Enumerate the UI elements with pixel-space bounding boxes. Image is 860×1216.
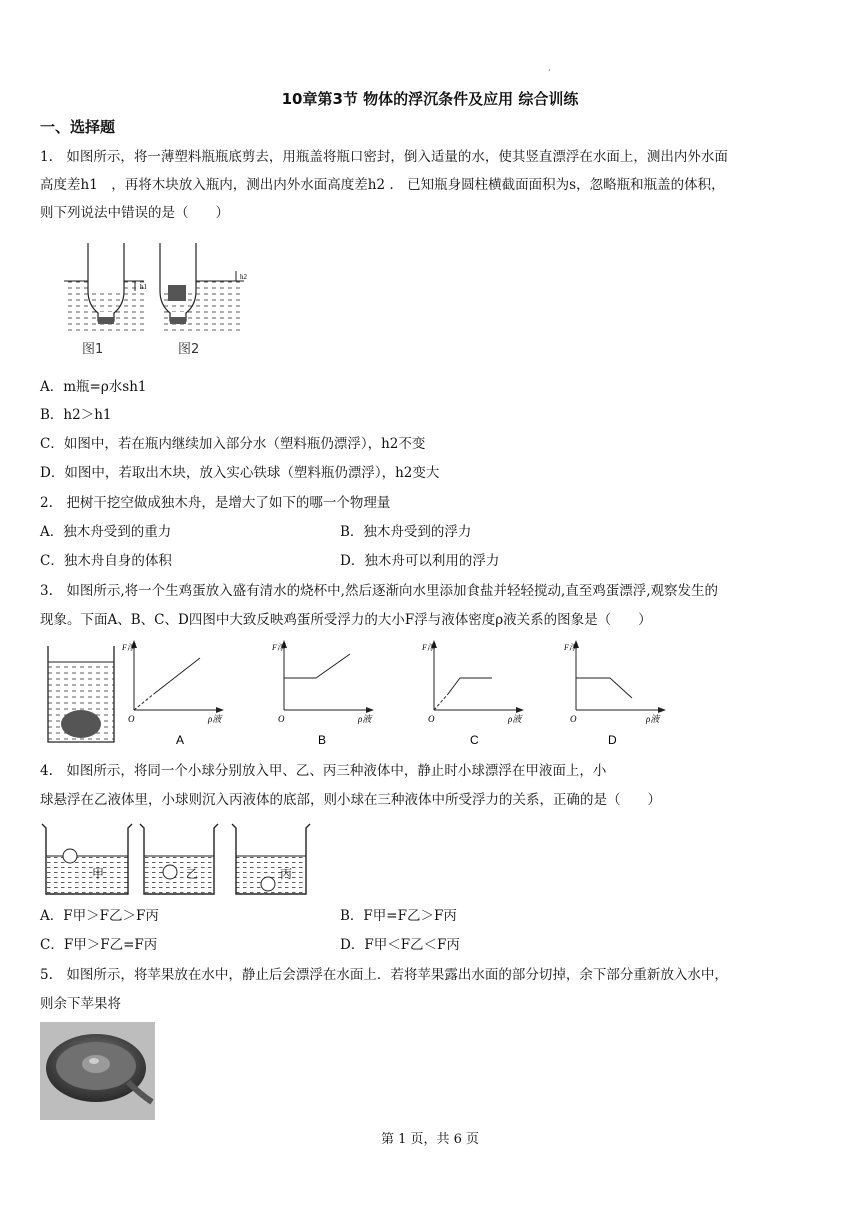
svg-text:O: O [570, 714, 577, 724]
beaker-label-jia: 甲 [92, 867, 105, 881]
q4-stem-line1: 4. 如图所示，将同一个小球分别放入甲、乙、丙三种液体中，静止时小球漂浮在甲液面上，小 [40, 763, 607, 779]
svg-text:F浮: F浮 [272, 643, 285, 652]
q4-stem-line2: 球悬浮在乙液体里，小球则沉入丙液体的底部，则小球在三种液体中所受浮力的关系，正确的是（ ） [40, 792, 661, 808]
svg-text:F浮: F浮 [422, 643, 435, 652]
q1-figure [60, 243, 260, 363]
svg-text:O: O [278, 714, 285, 724]
svg-text:O: O [128, 714, 135, 724]
q4-option-d: D．F甲＜F乙＜F丙 [340, 937, 460, 953]
q5-apple-photo [40, 1022, 155, 1120]
q2-stem: 2. 把树干挖空做成独木舟，是增大了如下的哪一个物理量 [40, 495, 391, 511]
q2-option-c: C．独木舟自身的体积 [40, 553, 172, 569]
graph-b [271, 640, 374, 747]
svg-text:F浮: F浮 [122, 643, 135, 652]
q4-figure [40, 820, 330, 900]
q4-option-a: A．F甲＞F乙＞F丙 [40, 908, 159, 924]
graph-b-label: B [318, 733, 327, 747]
h1-label: h1 [140, 283, 147, 291]
q3-stem-line2: 现象。下面A、B、C、D四图中大致反映鸡蛋所受浮力的大小F浮与液体密度ρ液关系的图象是（ ） [40, 612, 652, 628]
q3-stem-line1: 3. 如图所示,将一个生鸡蛋放入盛有清水的烧杯中,然后逐渐向水里添加食盐并轻轻搅动,直至鸡蛋漂浮,观察发生的 [40, 583, 719, 599]
q4-option-b: B．F甲=F乙＞F丙 [340, 908, 457, 924]
graph-a [121, 640, 224, 747]
page-title: 10章第3节 物体的浮沉条件及应用 综合训练 [281, 90, 579, 108]
h2-label: h2 [240, 273, 247, 281]
page-footer: 第 1 页，共 6 页 [380, 1132, 480, 1147]
svg-text:ρ液: ρ液 [358, 714, 372, 724]
svg-text:ρ液: ρ液 [508, 714, 522, 724]
q1-option-c: C．如图中，若在瓶内继续加入部分水（塑料瓶仍漂浮），h2不变 [40, 436, 426, 452]
q1-option-a: A．m瓶=ρ水sh1 [40, 379, 147, 395]
top-dot: · [548, 66, 551, 75]
svg-text:F浮: F浮 [564, 643, 577, 652]
q3-figure [40, 640, 680, 750]
q2-option-a: A．独木舟受到的重力 [40, 524, 172, 540]
q2-option-b: B．独木舟受到的浮力 [340, 524, 472, 540]
q4-option-c: C．F甲＞F乙=F丙 [40, 937, 158, 953]
graph-d [563, 640, 666, 747]
q1-option-b: B．h2＞h1 [40, 407, 112, 423]
beaker-label-yi: 乙 [186, 867, 199, 881]
q1-stem-line3: 则下列说法中错误的是（ ） [40, 205, 229, 221]
q2-option-d: D．独木舟可以利用的浮力 [340, 553, 500, 569]
graph-d-label: D [608, 733, 617, 747]
section-heading: 一、选择题 [40, 118, 116, 136]
q1-stem-line2: 高度差h1 ，再将木块放入瓶内，测出内外水面高度差h2 . 已知瓶身圆柱横截面面积为s，忽略瓶和瓶盖的体积， [40, 177, 725, 193]
beaker-label-bing: 丙 [280, 867, 293, 881]
fig2-label: 图2 [178, 342, 200, 357]
svg-text:O: O [428, 714, 435, 724]
fig1-label: 图1 [82, 342, 104, 357]
graph-c-label: C [470, 733, 479, 747]
q5-stem-line1: 5. 如图所示，将苹果放在水中，静止后会漂浮在水面上．若将苹果露出水面的部分切掉，余下部分重新放入水中， [40, 967, 728, 983]
svg-text:ρ液: ρ液 [646, 714, 660, 724]
q1-option-d: D．如图中，若取出木块，放入实心铁球（塑料瓶仍漂浮），h2变大 [40, 465, 440, 481]
svg-text:ρ液: ρ液 [208, 714, 222, 724]
q5-stem-line2: 则余下苹果将 [40, 996, 121, 1012]
graph-c [421, 640, 524, 747]
graph-a-label: A [176, 733, 185, 747]
q1-stem-line1: 1. 如图所示，将一薄塑料瓶瓶底剪去，用瓶盖将瓶口密封，倒入适量的水，使其竖直漂浮在水面上，测出内外水面 [40, 149, 728, 165]
